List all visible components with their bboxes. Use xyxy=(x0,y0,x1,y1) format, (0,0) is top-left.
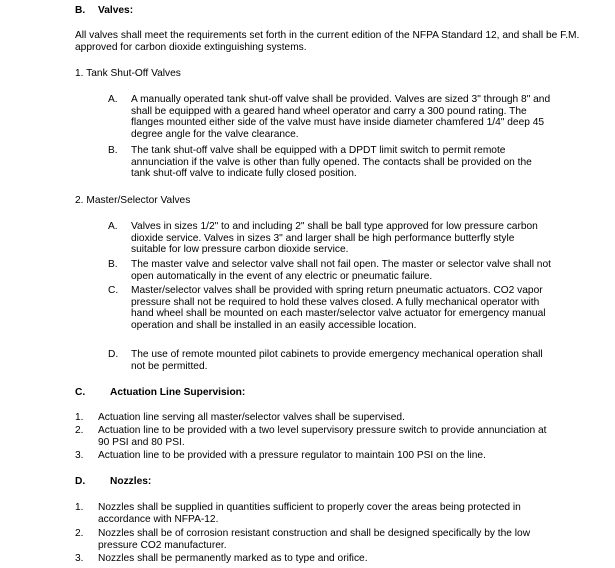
nozzle-item-1-text: Nozzles shall be supplied in quantities sufficient to properly cover the areas being protected in accordance with NFPA-12. xyxy=(98,502,521,525)
section-d-letter: D. xyxy=(75,476,86,487)
master-item-c-text: Master/selector valves shall be provided with spring return pneumatic actuators. CO2 vapor pressure shall not be required to hold these valves closed. A fully mechanical operator with hand wheel shall be mounted on each master/selector valve actuator for emergency manual operation and shall be installed in an easily accessible location. xyxy=(131,285,546,331)
section-c-letter: C. xyxy=(75,387,86,398)
nozzle-item-2-num: 2. xyxy=(75,528,84,539)
tank-item-a-letter: A. xyxy=(108,94,118,105)
supervision-item-1-text: Actuation line serving all master/selector valves shall be supervised. xyxy=(98,412,405,423)
tank-item-a-text: A manually operated tank shut-off valve shall be provided. Valves are sized 3" through 8" and shall be equipped with a geared hand wheel operator and carry a 300 pound rating. The flanges mounted either side of the valve must have inside diameter chamfered 1/4" deep 45 degree angle for the valve clearance. xyxy=(131,94,551,140)
supervision-item-3-num: 3. xyxy=(75,450,84,461)
master-item-d-letter: D. xyxy=(108,349,119,360)
master-item-d-text: The use of remote mounted pilot cabinets to provide emergency mechanical operation shall not be permitted. xyxy=(131,349,543,372)
master-item-a-text: Valves in sizes 1/2" to and including 2" shall be ball type approved for low pressure carbon dioxide service. Valves in sizes 3" and larger shall be high performance butterfly style suitable for low pressure carbon dioxide service. xyxy=(131,221,538,255)
section-b-intro: All valves shall meet the requirements set forth in the current edition of the NFPA Standard 12, and shall be F.M. approved for carbon dioxide extinguishing systems. xyxy=(75,30,580,53)
section-b-title: Valves: xyxy=(98,5,134,16)
nozzle-item-3-num: 3. xyxy=(75,553,84,564)
supervision-item-2-num: 2. xyxy=(75,425,84,436)
nozzle-item-2-text: Nozzles shall be of corrosion resistant construction and shall be designed specifically by the low pressure CO2 manufacturer. xyxy=(98,528,531,551)
master-item-a-letter: A. xyxy=(108,221,118,232)
supervision-item-1-num: 1. xyxy=(75,412,84,423)
master-item-b-letter: B. xyxy=(108,259,118,270)
subsection-2-title: 2. Master/Selector Valves xyxy=(75,195,191,206)
section-b-letter: B. xyxy=(75,5,86,16)
master-item-c-letter: C. xyxy=(108,285,119,296)
supervision-item-3-text: Actuation line to be provided with a pressure regulator to maintain 100 PSI on the line. xyxy=(98,450,486,461)
nozzle-item-1-num: 1. xyxy=(75,502,84,513)
tank-item-b-letter: B. xyxy=(108,145,118,156)
master-item-b-text: The master valve and selector valve shall not fail open. The master or selector valve shall not open automatically in the event of any electric or pneumatic failure. xyxy=(131,259,551,282)
nozzle-item-3-text: Nozzles shall be permanently marked as to type and orifice. xyxy=(98,553,368,564)
section-d-title: Nozzles: xyxy=(110,476,152,487)
tank-item-b-text: The tank shut-off valve shall be equipped with a DPDT limit switch to permit remote annunciation if the valve is other than fully opened. The contacts shall be provided on the tank shut-off valve to indicate fully closed position. xyxy=(131,145,532,179)
supervision-item-2-text: Actuation line to be provided with a two level supervisory pressure switch to provide annunciation at 90 PSI and 80 PSI. xyxy=(98,425,547,448)
section-c-title: Actuation Line Supervision: xyxy=(110,387,246,398)
subsection-1-title: 1. Tank Shut-Off Valves xyxy=(75,68,181,79)
